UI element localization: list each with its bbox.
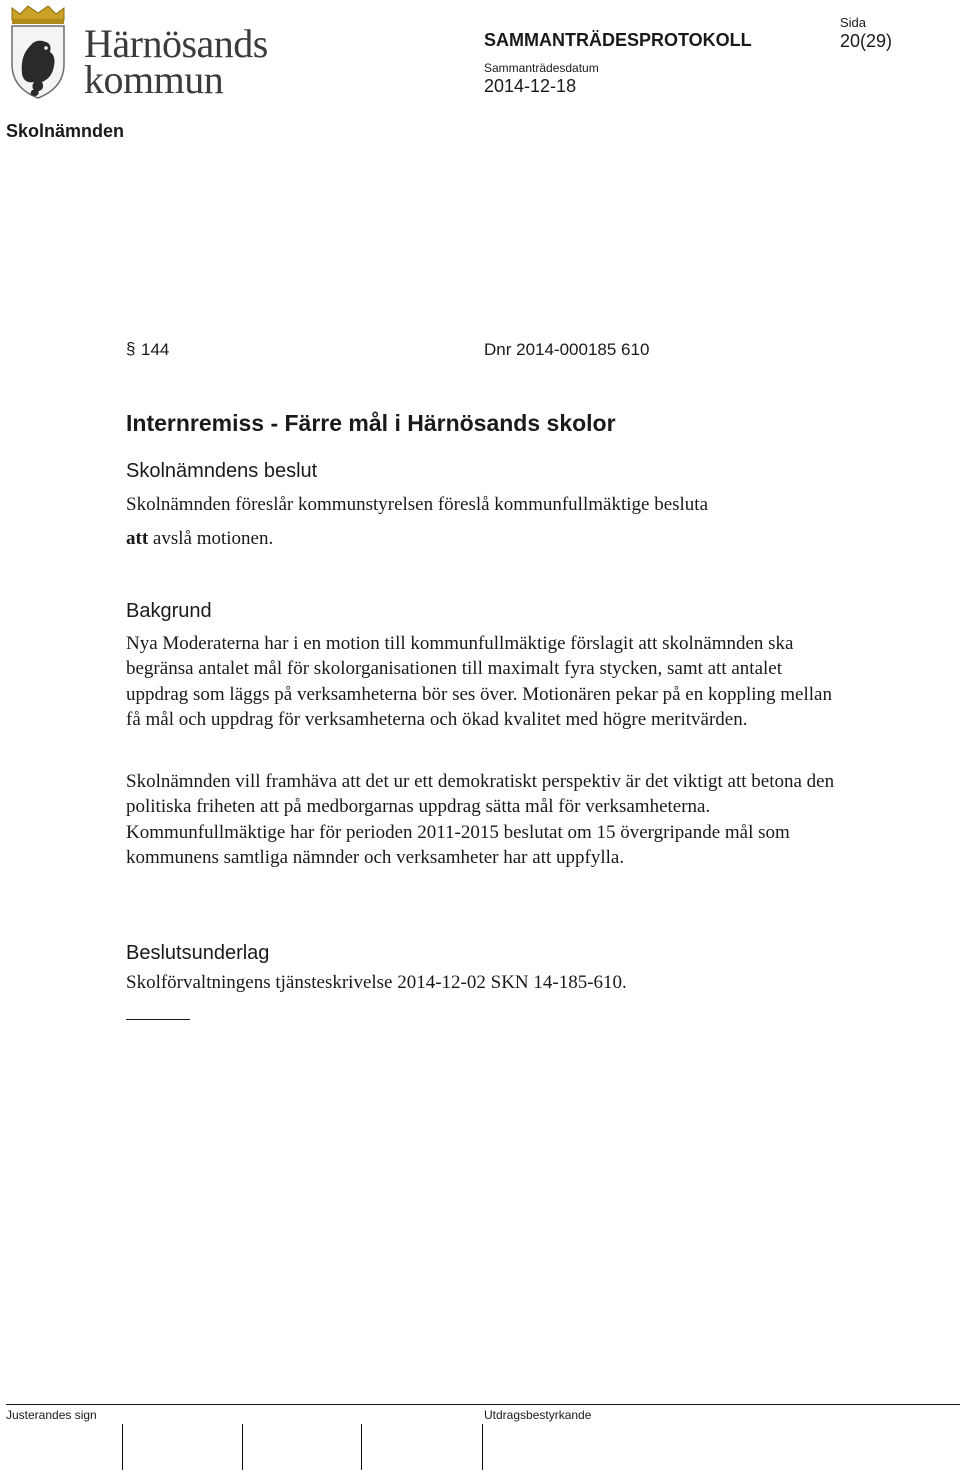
footer-divider bbox=[6, 1404, 960, 1405]
committee-name: Skolnämnden bbox=[6, 121, 125, 141]
logo-text-line1: Härnösands bbox=[84, 21, 268, 66]
signature-box-divider bbox=[361, 1424, 362, 1470]
meeting-date-label: Sammanträdesdatum bbox=[484, 61, 599, 75]
background-heading: Bakgrund bbox=[126, 600, 212, 622]
coat-of-arms-icon bbox=[6, 4, 70, 100]
page-number: 20(29) bbox=[840, 31, 893, 51]
end-divider bbox=[126, 1019, 190, 1020]
signature-box-divider bbox=[242, 1424, 243, 1470]
att-word: att bbox=[126, 528, 149, 549]
decision-att-clause bbox=[126, 528, 273, 550]
document-type: SAMMANTRÄDESPROTOKOLL bbox=[484, 30, 752, 50]
background-paragraph-2: Skolnämnden vill framhäva att det ur ett demokratiskt perspektiv är det viktigt att betona den politiska friheten att på medborgarnas uppdrag sätta mål för verksamheterna. Kommunfullmäktige har för perioden 2011-2015 beslutat om 15 övergripande mål som kommunens samtliga nämnder och verksamheter har att uppfylla. bbox=[126, 771, 835, 868]
decision-text: Skolnämnden föreslår kommunstyrelsen föreslå kommunfullmäktige besluta bbox=[126, 494, 709, 515]
paragraph-sign: § bbox=[126, 339, 136, 358]
justering-sign-label: Justerandes sign bbox=[6, 1408, 97, 1422]
case-number: Dnr 2014-000185 610 bbox=[484, 340, 650, 359]
signature-box-divider bbox=[122, 1424, 123, 1470]
paragraph-number: 144 bbox=[141, 340, 170, 359]
signature-footer bbox=[6, 1404, 960, 1470]
logo-text-line2: kommun bbox=[84, 57, 224, 102]
decision-heading: Skolnämndens beslut bbox=[126, 460, 318, 482]
basis-text: Skolförvaltningens tjänsteskrivelse 2014-12-02 SKN 14-185-610. bbox=[126, 972, 627, 993]
item-title: Internremiss - Färre mål i Härnösands skolor bbox=[126, 410, 616, 436]
basis-heading: Beslutsunderlag bbox=[126, 942, 270, 964]
page-label: Sida bbox=[840, 15, 867, 30]
meeting-date: 2014-12-18 bbox=[484, 76, 577, 96]
municipality-logo bbox=[6, 4, 278, 100]
extract-certification-label: Utdragsbestyrkande bbox=[484, 1408, 592, 1422]
background-paragraph-1: Nya Moderaterna har i en motion till kommunfullmäktige förslagit att skolnämnden ska begränsa antalet mål för skolorganisationen till maximalt fyra stycken, samt att antalet uppdrag som läggs på verksamheterna bör ses över. Motionären pekar på en koppling mellan få mål och uppdrag för verksamheterna och ökad kvalitet med högre meritvärden. bbox=[126, 633, 832, 730]
att-text: avslå motionen. bbox=[148, 528, 274, 549]
signature-box-divider bbox=[482, 1424, 483, 1470]
